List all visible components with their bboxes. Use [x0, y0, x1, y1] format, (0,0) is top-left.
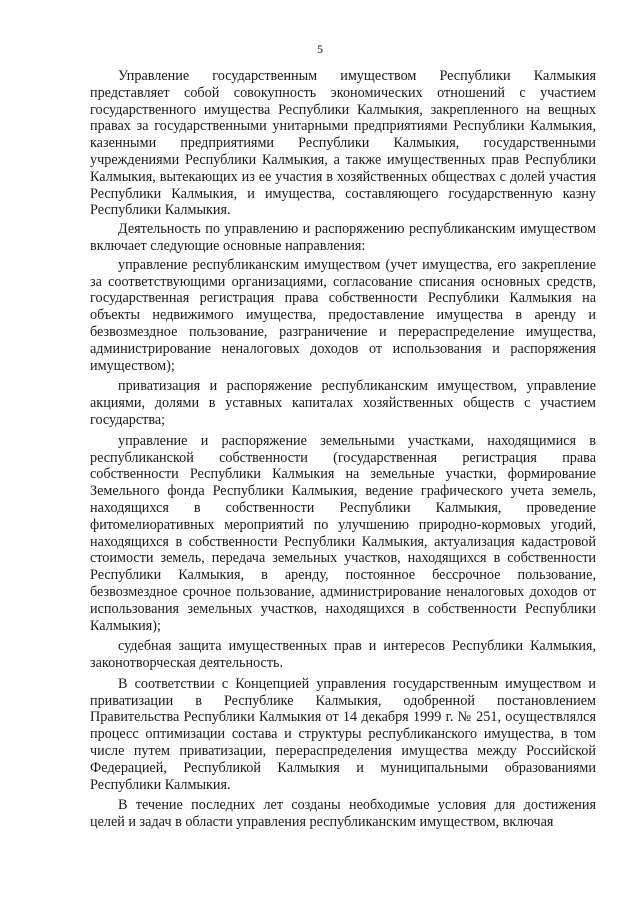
paragraph-management-definition: Управление государственным имуществом Республики Калмыкия представляет собой совокупность экономических отношений с участием государственного имущества Республики Калмыкия, закрепленного на вещных правах за государственными унитарными предприятиями Республики Калмыкия, казенными предприятиями Республики Калмыкия, государственными учреждениями Республики Калмыкия, а также имущественных прав Республики Калмыкия, вытекающих из ее участия в хозяйственных обществах с долей участия Республики Калмыкия, и имущества, составляющего государственную казну Республики Калмыкия.	[90, 68, 596, 219]
paragraph-property-management: управление республиканским имуществом (учет имущества, его закрепление за соответствующими организациями, согласование списания основных средств, государственная регистрация права собственности Республики Калмыкия на объекты недвижимого имущества, предоставление имущества в аренду и безвозмездное пользование, разграничение и перераспределение имущества, администрирование неналоговых доходов от использования и распоряжения имуществом);	[90, 256, 596, 374]
paragraph-concept: В соответствии с Концепцией управления государственным имуществом и приватизации в Республике Калмыкия, одобренной постановлением Правительства Республики Калмыкия от 14 декабря 1999 г. № 251, осуществлялся процесс оптимизации состава и структуры республиканского имущества, в том числе путем приватизации, перераспределения имущества между Российской Федерацией, Республикой Калмыкия и муниципальными образованиями Республики Калмыкия.	[90, 675, 596, 793]
paragraph-activity-directions: Деятельность по управлению и распоряжению республиканским имуществом включает следующие основные направления:	[90, 221, 596, 254]
paragraph-land-management: управление и распоряжение земельными участками, находящимися в республиканской собственности (государственная регистрация права собственности Республики Калмыкия на земельные участки, формирование Земельного фонда Республики Калмыкия, ведение графического учета земель, находящихся в собственности Республики Калмыкия, проведение фитомелиоративных мероприятий по улучшению природно-кормовых угодий, находящихся в собственности Республики Калмыкия, актуализация кадастровой стоимости земель, передача земельных участков, находящихся в собственности Республики Калмыкия, в аренду, постоянное бессрочное пользование, безвозмездное срочное пользование, администрирование неналоговых доходов от использования земельных участков, находящихся в собственности Республики Калмыкия);	[90, 432, 596, 634]
document-body	[90, 68, 596, 833]
paragraph-recent-years: В течение последних лет созданы необходимые условия для достижения целей и задач в области управления республиканским имуществом, включая	[90, 797, 596, 831]
page-number: 5	[317, 42, 323, 56]
paragraph-privatization: приватизация и распоряжение республиканским имуществом, управление акциями, долями в уставных капиталах хозяйственных обществ с участием государства;	[90, 378, 596, 428]
paragraph-judicial-protection: судебная защита имущественных прав и интересов Республики Калмыкия, законотворческая деятельность.	[90, 638, 596, 672]
